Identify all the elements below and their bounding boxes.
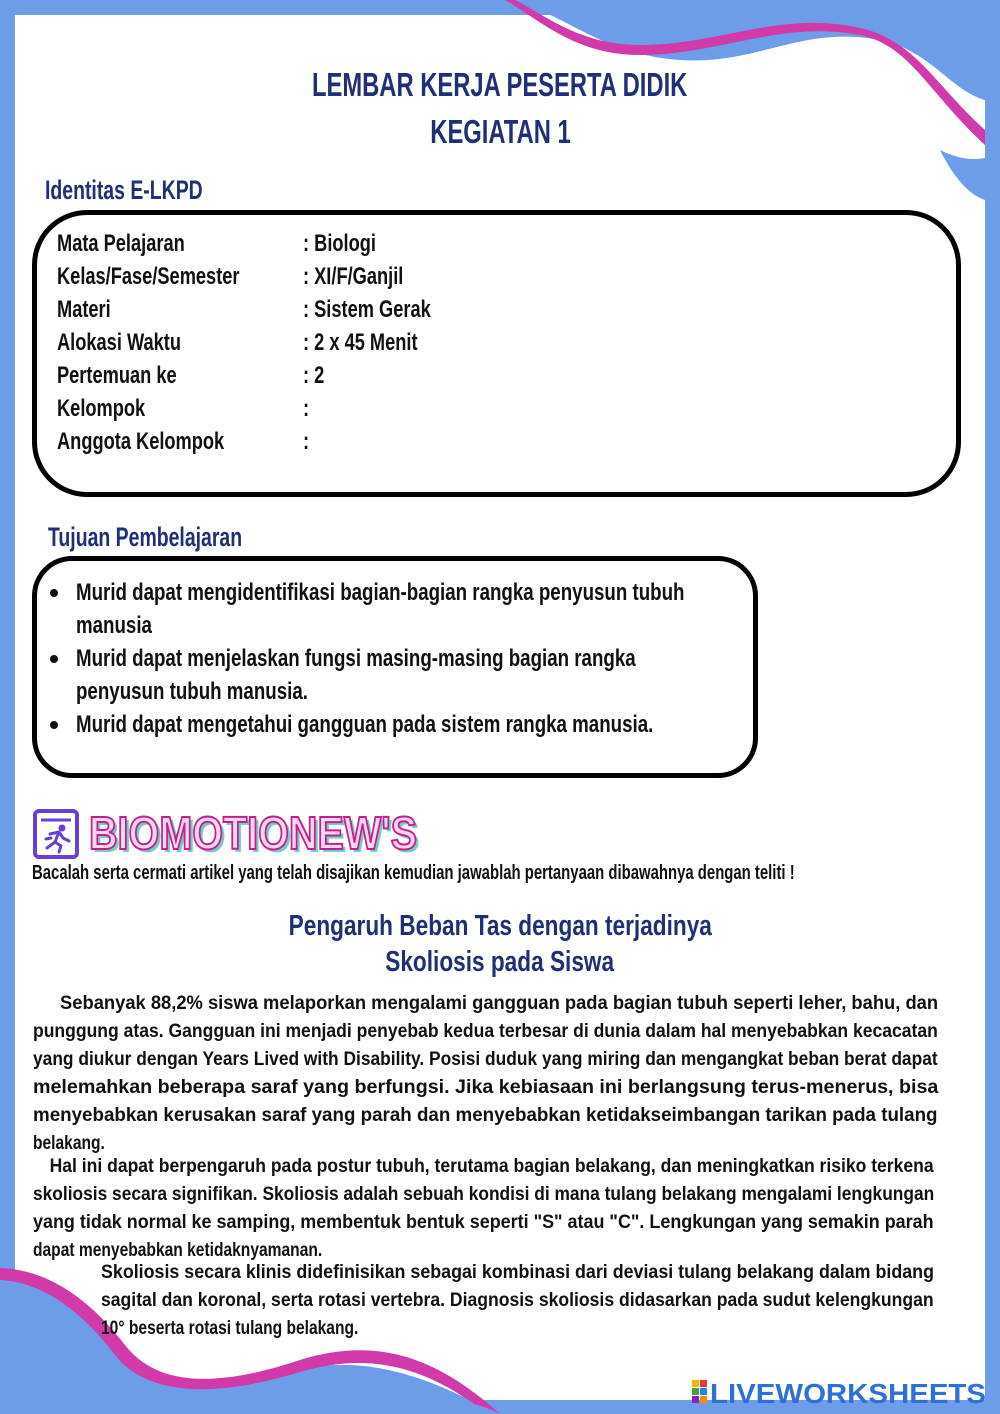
identity-value: : Sistem Gerak (303, 296, 431, 323)
goal-text: manusia (76, 612, 152, 639)
liveworksheets-grid-icon (692, 1380, 707, 1403)
paragraph-line: skoliosis secara signifikan. Skoliosis adalah sebuah kondisi di mana tulang belakang mengalami lengkungan (33, 1184, 935, 1205)
identity-heading: Identitas E-LKPD (45, 175, 203, 205)
identity-value-group[interactable]: : (303, 395, 310, 422)
bullet-icon (50, 721, 58, 729)
identity-label: Pertemuan ke (57, 362, 177, 389)
goal-text: Murid dapat menjelaskan fungsi masing-masing bagian rangka (76, 645, 636, 672)
svg-text:BIOMOTIONEW'S: BIOMOTIONEW'S (89, 808, 417, 859)
reading-instruction: Bacalah serta cermati artikel yang telah disajikan kemudian jawablah pertanyaan dibawahnya dengan teliti ! (32, 862, 795, 884)
article-title-line-2: Skoliosis pada Siswa (385, 946, 615, 978)
goal-text: Murid dapat mengetahui gangguan pada sistem rangka manusia. (76, 711, 654, 738)
identity-label: Kelompok (57, 395, 146, 422)
identity-value: : XI/F/Ganjil (303, 263, 404, 290)
goals-heading: Tujuan Pembelajaran (48, 522, 243, 552)
bullet-icon (50, 655, 58, 663)
svg-text:BIOMOTIONEW'S: BIOMOTIONEW'S (92, 810, 420, 862)
paragraph-line: yang diukur dengan Years Lived with Disability. Posisi duduk yang miring dan mengangkat beban berat dapat (33, 1049, 938, 1070)
paragraph-line: punggung atas. Gangguan ini menjadi penyebab kedua terbesar di dunia dalam hal menyebabkan kecacatan (33, 1021, 938, 1042)
identity-value-members[interactable]: : (303, 428, 310, 455)
identity-value: : 2 (303, 362, 325, 389)
article-paragraph-3 (101, 1259, 934, 1343)
goal-item (50, 642, 740, 708)
paragraph-line: dapat menyebabkan ketidaknyamanan. (33, 1240, 323, 1261)
identity-label: Materi (57, 296, 111, 323)
identity-label: Kelas/Fase/Semester (57, 263, 240, 290)
article-paragraph-2 (33, 1153, 934, 1265)
paragraph-line: Sebanyak 88,2% siswa melaporkan mengalami gangguan pada bagian tubuh seperti leher, bahu, dan (60, 993, 939, 1014)
identity-value: : 2 x 45 Menit (303, 329, 418, 356)
goal-text: penyusun tubuh manusia. (76, 678, 308, 705)
article-paragraph-1 (33, 990, 938, 1158)
brand-title (88, 808, 428, 862)
article-title-line-1: Pengaruh Beban Tas dengan terjadinya (288, 910, 712, 942)
svg-text:LIVEWORKSHEETS: LIVEWORKSHEETS (710, 1378, 986, 1408)
page-title-line-1: LEMBAR KERJA PESERTA DIDIK (312, 66, 688, 103)
goal-item (50, 576, 740, 642)
identity-label: Mata Pelajaran (57, 230, 185, 257)
paragraph-line: Hal ini dapat berpengaruh pada postur tubuh, terutama bagian belakang, dan meningkatkan risiko terkena (49, 1156, 934, 1177)
identity-label: Alokasi Waktu (57, 329, 181, 356)
paragraph-line: Skoliosis secara klinis didefinisikan sebagai kombinasi dari deviasi tulang belakang dalam bidang (101, 1262, 934, 1283)
paragraph-line: yang tidak normal ke samping, membentuk bentuk seperti "S" atau "C". Lengkungan yang semakin parah (33, 1212, 934, 1233)
identity-value: : Biologi (303, 230, 376, 257)
paragraph-line: 10° beserta rotasi tulang belakang. (101, 1318, 359, 1339)
paragraph-line: melemahkan beberapa saraf yang berfungsi. Jika kebiasaan ini berlangsung terus-menerus, bisa (33, 1077, 939, 1098)
goal-text: Murid dapat mengidentifikasi bagian-bagian rangka penyusun tubuh (76, 579, 685, 606)
identity-label: Anggota Kelompok (57, 428, 225, 455)
paragraph-line: sagital dan koronal, serta rotasi vertebra. Diagnosis skoliosis didasarkan pada sudut kelengkungan (101, 1290, 934, 1311)
paragraph-line: menyebabkan kerusakan saraf yang parah dan menyebabkan ketidakseimbangan tarikan pada tulang (33, 1105, 938, 1126)
bullet-icon (50, 589, 58, 597)
running-person-icon (32, 808, 80, 860)
liveworksheets-logo[interactable] (692, 1376, 988, 1408)
paragraph-line: belakang. (33, 1133, 105, 1154)
goal-item (50, 708, 740, 741)
page-title-line-2: KEGIATAN 1 (429, 113, 571, 150)
